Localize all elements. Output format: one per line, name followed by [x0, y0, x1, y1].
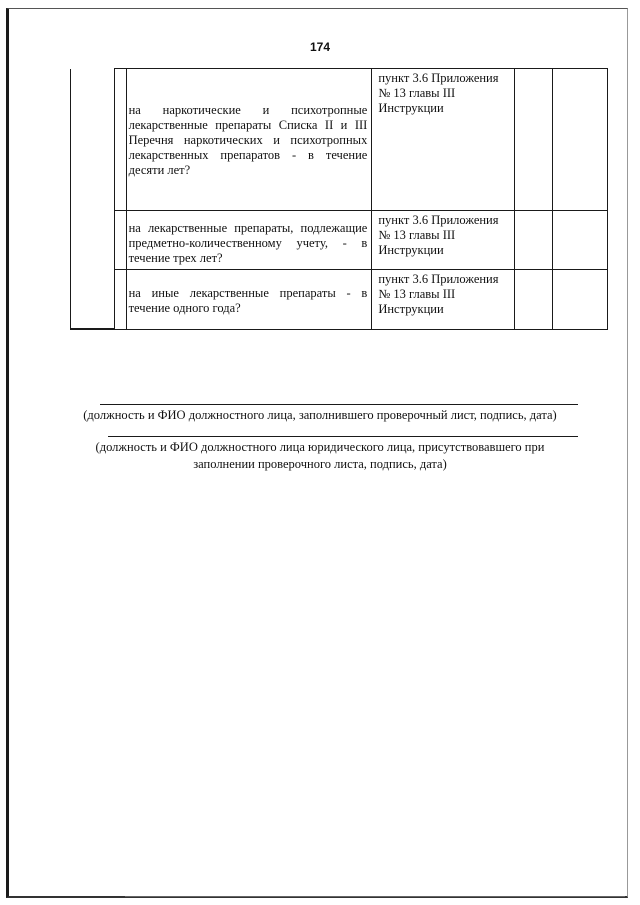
page-number: 174	[309, 40, 331, 54]
reference-text: пункт 3.6 Приложения № 13 главы III Инструкции	[378, 212, 499, 257]
legal-entity-signature-line[interactable]	[108, 436, 578, 437]
table-row	[71, 69, 608, 211]
table-row	[71, 270, 608, 329]
inspector-signature-line[interactable]	[100, 404, 578, 405]
answer-yes-cell[interactable]	[514, 210, 552, 269]
question-text: на иные лекарственные препараты - в течение одного года?	[128, 286, 368, 316]
legal-entity-signature-caption	[0, 439, 640, 473]
answer-yes-cell[interactable]	[514, 69, 552, 211]
sub-marker-cell	[115, 69, 126, 211]
question-cell	[126, 210, 372, 269]
sub-marker-cell	[115, 210, 126, 269]
table-row	[71, 210, 608, 269]
question-cell	[126, 270, 372, 329]
answer-no-cell[interactable]	[553, 270, 608, 329]
reference-cell	[372, 270, 515, 329]
reference-cell	[372, 210, 515, 269]
question-cell	[126, 69, 372, 211]
checklist-table	[70, 68, 608, 330]
scan-edge-divider	[125, 896, 625, 897]
legal-entity-caption-line-2: заполнении проверочного листа, подпись, дата)	[193, 457, 447, 471]
reference-text: пункт 3.6 Приложения № 13 главы III Инструкции	[378, 272, 499, 317]
sub-marker-cell	[115, 270, 126, 329]
reference-text: пункт 3.6 Приложения № 13 главы III Инструкции	[378, 71, 499, 115]
reference-cell	[372, 69, 515, 211]
answer-yes-cell[interactable]	[514, 270, 552, 329]
answer-no-cell[interactable]	[553, 210, 608, 269]
item-number-cell	[71, 69, 115, 330]
question-text: на лекарственные препараты, подлежащие предметно-количественному учету, - в течение трех лет?	[128, 220, 368, 265]
question-text: на наркотические и психотропные лекарственные препараты Списка II и III Перечня наркотических и психотропных лекарственных препаратов - в течение десяти лет?	[128, 103, 368, 177]
answer-no-cell[interactable]	[553, 69, 608, 211]
legal-entity-caption-line-1: (должность и ФИО должностного лица юридического лица, присутствовавшего при	[95, 440, 545, 454]
inspector-signature-caption: (должность и ФИО должностного лица, заполнившего проверочный лист, подпись, дата)	[83, 408, 557, 422]
